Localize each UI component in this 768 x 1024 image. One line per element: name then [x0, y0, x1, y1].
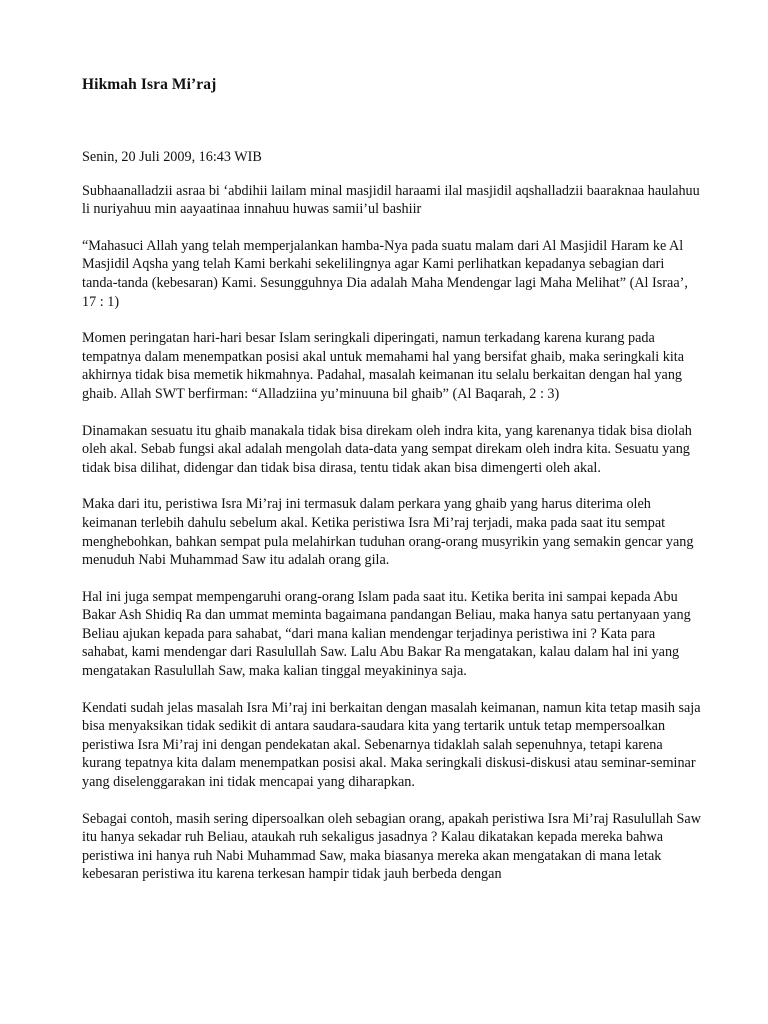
paragraph: Kendati sudah jelas masalah Isra Mi’raj ini berkaitan dengan masalah keimanan, namun kita tetap masih saja bisa menyaksikan tidak sedikit di antara saudara-saudara kita yang tertarik untuk tetap mempersoalkan peristiwa Isra Mi’raj ini dengan pendekatan akal. Sebenarnya tidaklah salah sepenuhnya, tetapi karena kurang tepatnya kita dalam menempatkan posisi akal. Maka seringkali diskusi-diskusi atau seminar-seminar yang diselenggarakan ini tidak mencapai yang diharapkan. [82, 699, 701, 791]
article-title: Hikmah Isra Mi’raj [82, 76, 217, 93]
article-date: Senin, 20 Juli 2009, 16:43 WIB [82, 149, 262, 165]
paragraph-translation: “Mahasuci Allah yang telah memperjalankan hamba-Nya pada suatu malam dari Al Masjidil Haram ke Al Masjidil Aqsha yang telah Kami berkahi sekelilingnya agar Kami perlihatkan kepadanya sebagian dari tanda-tanda (kebesaran) Kami. Sesungguhnya Dia adalah Maha Mendengar lagi Maha Melihat” (Al Israa’, 17 : 1) [82, 237, 688, 310]
paragraph: Hal ini juga sempat mempengaruhi orang-orang Islam pada saat itu. Ketika berita ini sampai kepada Abu Bakar Ash Shidiq Ra dan ummat meminta bagaimana pandangan Beliau, maka hanya satu pertanyaan yang Beliau ajukan kepada para sahabat, “dari mana kalian mendengar terjadinya peristiwa ini ? Kata para sahabat, kami mendengar dari Rasulullah Saw. Lalu Abu Bakar Ra mengatakan, kalau dalam hal ini yang mengatakan Rasulullah Saw, maka kalian tinggal meyakininya saja. [82, 588, 691, 680]
paragraph: Maka dari itu, peristiwa Isra Mi’raj ini termasuk dalam perkara yang ghaib yang harus diterima oleh keimanan terlebih dahulu sebelum akal. Ketika peristiwa Isra Mi’raj terjadi, maka pada saat itu sempat menghebohkan, bahkan sempat pula melahirkan tuduhan orang-orang musyrikin yang semakin gencar yang menuduh Nabi Muhammad Saw itu adalah orang gila. [82, 496, 694, 569]
paragraph: Dinamakan sesuatu itu ghaib manakala tidak bisa direkam oleh indra kita, yang karenanya tidak bisa diolah oleh akal. Sebab fungsi akal adalah mengolah data-data yang sempat direkam oleh indra kita. Sesuatu yang tidak bisa dilihat, didengar dan tidak bisa dirasa, tentu tidak akan bisa dimengerti oleh akal. [82, 422, 692, 476]
paragraph: Sebagai contoh, masih sering dipersoalkan oleh sebagian orang, apakah peristiwa Isra Mi’raj Rasulullah Saw itu hanya sekadar ruh Beliau, ataukah ruh sekaligus jasadnya ? Kalau dikatakan kepada mereka bahwa peristiwa ini hanya ruh Nabi Muhammad Saw, maka biasanya mereka akan mengatakan di mana letak kebesaran peristiwa itu karena terkesan hampir tidak jauh berbeda dengan [82, 810, 701, 883]
article [82, 76, 702, 884]
paragraph-arabic-transliteration: Subhaanalladzii asraa bi ‘abdihii lailam minal masjidil haraami ilal masjidil aqshalladzii baaraknaa haulahuu li nuriyahuu min aayaatinaa innahuu huwas samii’ul bashiir [82, 182, 700, 218]
paragraph: Momen peringatan hari-hari besar Islam seringkali diperingati, namun terkadang karena kurang pada tempatnya dalam menempatkan posisi akal untuk memahami hal yang bersifat ghaib, maka seringkali kita akhirnya tidak bisa memetik hikmahnya. Padahal, masalah keimanan itu selalu berkaitan dengan hal yang ghaib. Allah SWT berfirman: “Alladziina yu’minuuna bil ghaib” (Al Baqarah, 2 : 3) [82, 330, 684, 402]
